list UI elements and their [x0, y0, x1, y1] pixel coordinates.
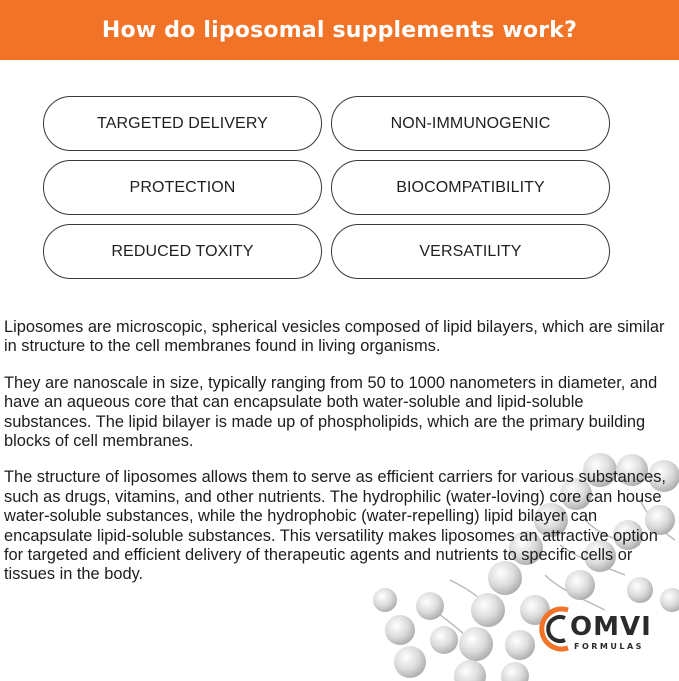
benefit-versatility: VERSATILITY [331, 224, 610, 279]
paragraph-liposome-definition: Liposomes are microscopic, spherical vesicles composed of lipid bilayers, which are similar in structure to the cell membranes found in living organisms. [4, 318, 665, 356]
benefits-grid [43, 96, 610, 279]
logo-name: OMVI [570, 612, 652, 642]
description [4, 318, 672, 602]
paragraph-liposome-size: They are nanoscale in size, typically ranging from 50 to 1000 nanometers in diameter, and have an aqueous core that can encapsulate both water-soluble and lipid-soluble substances. The lipid bilayer is made up of phospholipids, which are the primary building blocks of cell membranes. [4, 373, 658, 451]
brand-logo [538, 600, 658, 660]
benefit-protection: PROTECTION [43, 160, 322, 215]
paragraph-liposome-structure: The structure of liposomes allows them to serve as efficient carriers for various substances, such as drugs, vitamins, and other nutrients. The hydrophilic (water-loving) core can house water-soluble substances, while the hydrophobic (water-repelling) lipid bilayer can encapsulate lipid-soluble substances. This versatility makes liposomes an attractive option for targeted and efficient delivery of therapeutic agents and nutrients to specific cells or tissues in the body. [4, 468, 666, 584]
benefit-targeted-delivery: TARGETED DELIVERY [43, 96, 322, 151]
page-title: How do liposomal supplements work? [101, 17, 578, 43]
logo-subtitle: FORMULAS [574, 642, 644, 651]
benefit-non-immunogenic: NON-IMMUNOGENIC [331, 96, 610, 151]
benefit-reduced-toxity: REDUCED TOXITY [43, 224, 322, 279]
benefit-biocompatibility: BIOCOMPATIBILITY [331, 160, 610, 215]
header-banner [0, 0, 679, 60]
